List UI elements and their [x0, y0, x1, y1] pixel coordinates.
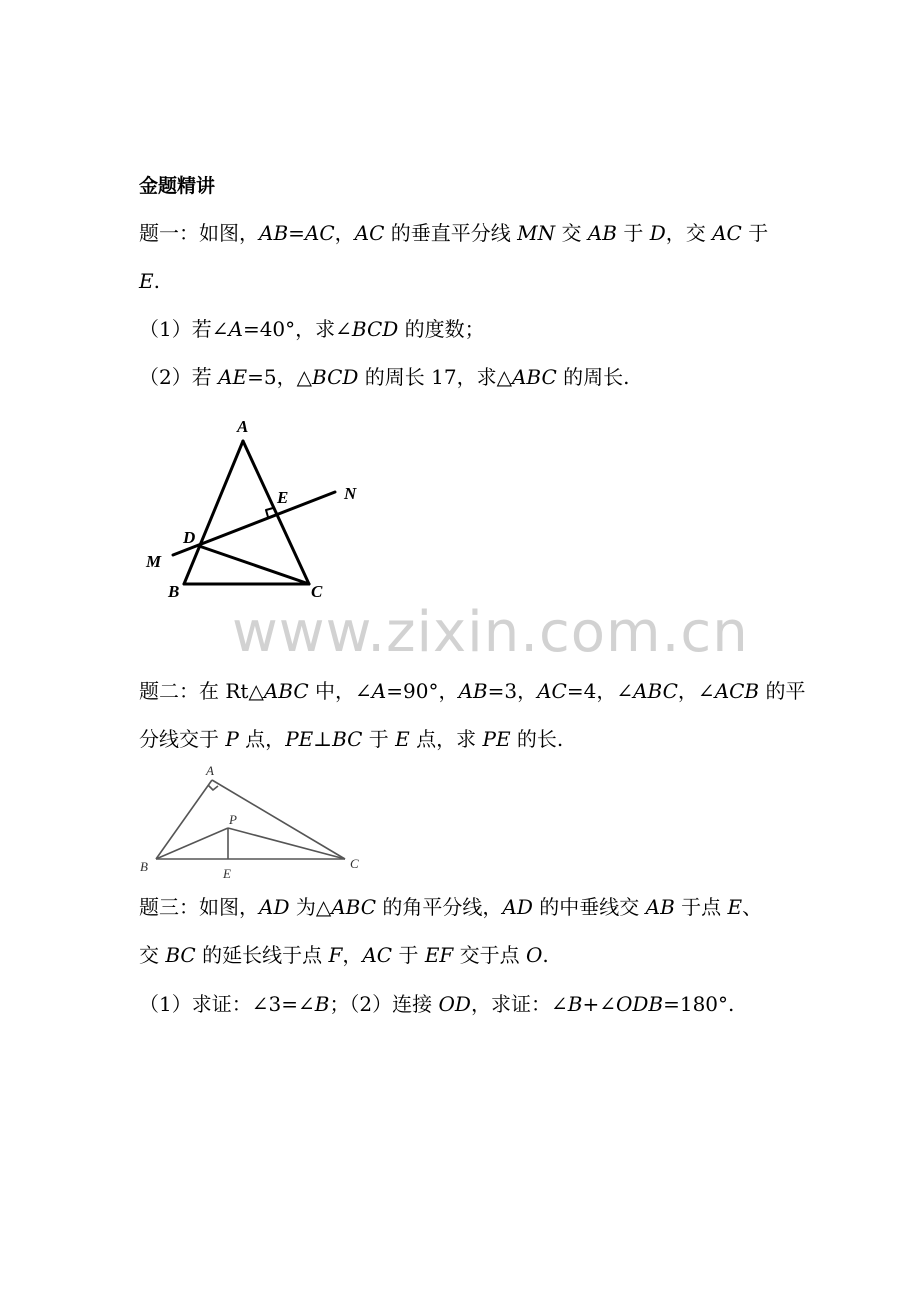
- q2-triangle-side-ac: [212, 780, 345, 859]
- q3-parts: （1）求证：∠3=∠B；（2）连接 OD，求证：∠B+∠ODB=180°.: [139, 992, 735, 1016]
- section-title: 金题精讲: [139, 175, 216, 197]
- q1-label-n: N: [344, 484, 357, 503]
- q1-label-d: D: [183, 528, 196, 547]
- q1-stem-line1: 题一：如图，AB=AC，AC 的垂直平分线 MN 交 AB 于 D，交 AC 于: [139, 221, 769, 245]
- q2-segment-cp: [228, 828, 345, 859]
- q1-triangle-side-ab: [184, 441, 243, 584]
- q1-label-b: B: [168, 582, 180, 601]
- q1-part2: （2）若 AE=5，△BCD 的周长 17，求△ABC 的周长.: [139, 365, 630, 389]
- watermark: www.zixin.com.cn: [232, 600, 749, 665]
- q2-label-c: C: [350, 856, 359, 871]
- q1-label-m: M: [146, 552, 162, 571]
- q3-stem-line1: 题三：如图，AD 为△ABC 的角平分线，AD 的中垂线交 AB 于点 E、: [139, 895, 763, 919]
- q1-right-angle-mark: [266, 508, 273, 517]
- q1-stem-line2: E.: [139, 269, 160, 293]
- q3-stem-line2: 交 BC 的延长线于点 F，AC 于 EF 交于点 O.: [139, 943, 549, 967]
- q2-label-a: A: [206, 763, 214, 778]
- q2-label-p: P: [229, 812, 237, 827]
- q1-part1: （1）若∠A=40°，求∠BCD 的度数；: [139, 317, 485, 341]
- q1-segment-dc: [199, 546, 309, 584]
- q1-label-c: C: [311, 582, 323, 601]
- q1-triangle-side-ac: [243, 441, 309, 584]
- q2-stem-line2: 分线交于 P 点，PE⊥BC 于 E 点，求 PE 的长.: [139, 727, 564, 751]
- q2-triangle-side-ab: [156, 780, 212, 859]
- q2-stem-line1: 题二：在 Rt△ABC 中，∠A=90°，AB=3，AC=4，∠ABC，∠ACB 的平: [139, 679, 806, 703]
- q1-line-mn: [173, 492, 335, 555]
- q2-label-e: E: [223, 866, 231, 881]
- q1-label-e: E: [277, 488, 289, 507]
- q1-label-a: A: [237, 417, 249, 436]
- q2-segment-bp: [156, 828, 228, 859]
- q2-right-angle-mark: [208, 785, 218, 790]
- q2-label-b: B: [140, 859, 148, 874]
